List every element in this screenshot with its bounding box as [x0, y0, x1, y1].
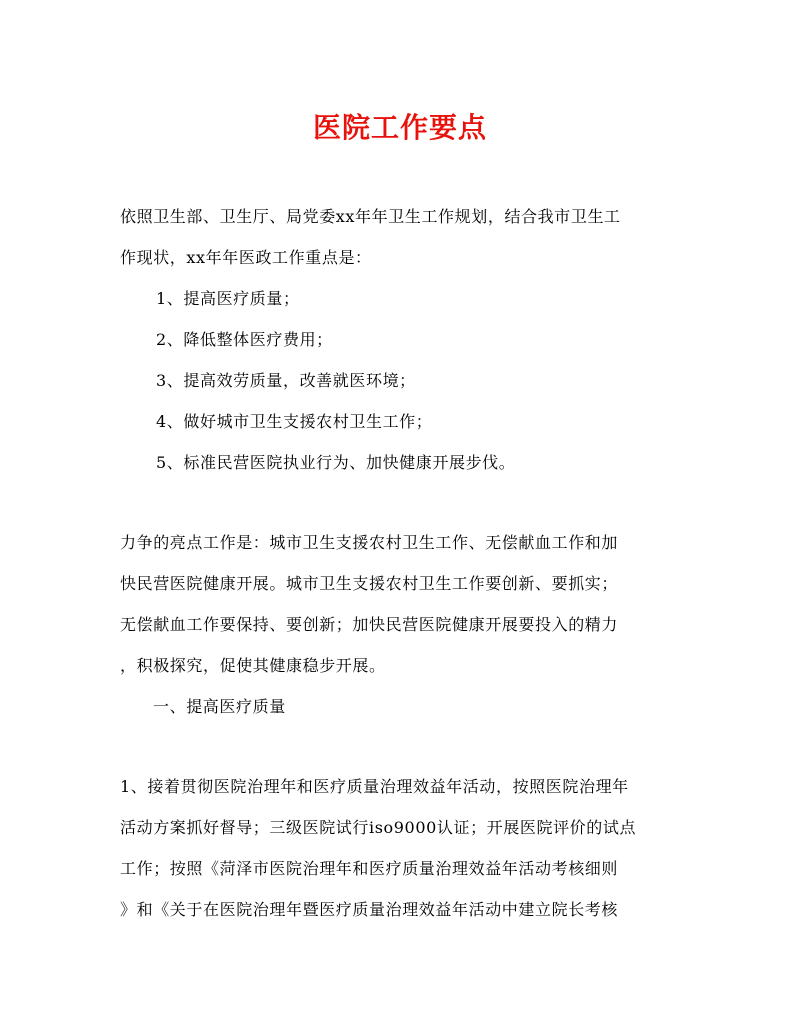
- paragraph-line: 1、接着贯彻医院治理年和医疗质量治理效益年活动，按照医院治理年: [120, 777, 629, 796]
- list-item: 5、标准民营医院执业行为、加快健康开展步伐。: [156, 453, 516, 472]
- list-item: 4、做好城市卫生支援农村卫生工作；: [156, 412, 433, 431]
- paragraph-line: 活动方案抓好督导；三级医院试行iso9000认证；开展医院评价的试点: [120, 818, 637, 837]
- list-item: 1、提高医疗质量；: [156, 289, 300, 308]
- paragraph-line: 》和《关于在医院治理年暨医疗质量治理效益年活动中建立院长考核: [120, 900, 619, 919]
- paragraph-line: 作现状，xx年年医政工作重点是：: [120, 248, 372, 267]
- paragraph-line: 依照卫生部、卫生厅、局党委xx年年卫生工作规划，结合我市卫生工: [120, 207, 621, 226]
- paragraph-line: 工作；按照《菏泽市医院治理年和医疗质量治理效益年活动考核细则: [120, 859, 619, 878]
- document-title: 医院工作要点: [312, 111, 487, 144]
- paragraph-line: 无偿献血工作要保持、要创新；加快民营医院健康开展要投入的精力: [120, 615, 619, 634]
- list-item: 2、降低整体医疗费用；: [156, 330, 333, 349]
- paragraph-line: 快民营医院健康开展。城市卫生支援农村卫生工作要创新、要抓实；: [120, 574, 619, 593]
- paragraph-line: ，积极探究，促使其健康稳步开展。: [120, 656, 386, 675]
- list-item: 3、提高效劳质量，改善就医环境；: [156, 371, 416, 390]
- paragraph-line: 力争的亮点工作是：城市卫生支援农村卫生工作、无偿献血工作和加: [120, 533, 619, 552]
- section-heading: 一、提高医疗质量: [153, 697, 286, 716]
